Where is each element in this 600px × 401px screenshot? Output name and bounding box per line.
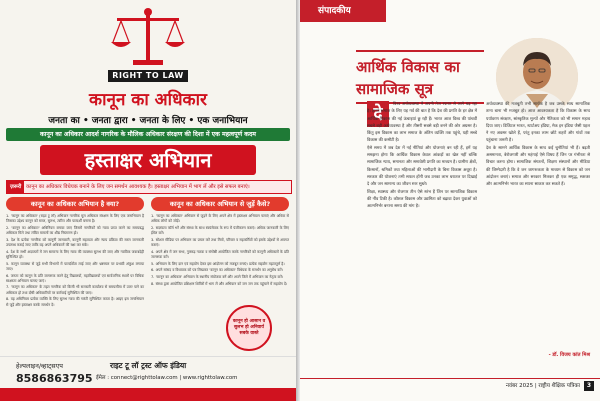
paragraph: शिक्षा, स्वास्थ्य और रोजगार तीन ऐसे स्तंभ हैं जिन पर सामाजिक विकास की नींव टिकी है। कौशल विकास और उद्यमिता को बढ़ावा देकर युवाओं को आत्मनिर्भर बनाना समय की मांग है।	[367, 188, 477, 209]
list-item: 3. सोशल मीडिया पर अभियान का प्रचार करें तथा मित्रों, परिवार व सहकर्मियों को इसके उद्देश्यों से अवगत कराएं।	[151, 237, 289, 248]
list-item: 8. यह अधिनियम प्रत्येक व्यक्ति के लिए सुलभ न्याय की गारंटी सुनिश्चित करता है। आइए इस जनाभियान से जुड़ें और हस्ताक्षर करके समर्थन दें।	[6, 297, 144, 307]
mission-banner: कानून का अधिकार आदर्श नागरिक के मौलिक अधिकार संरक्षण की दिशा में एक महत्वपूर्ण कदम	[6, 128, 290, 141]
how-to-join-text	[151, 214, 289, 287]
list-item: 5. कानून व्यवस्था से जुड़े सभी विभागों में पारदर्शिता लाई जाए और भ्रष्टाचार पर प्रभावी अंकुश लगाया जाए।	[6, 261, 144, 271]
editorial-page	[300, 0, 600, 401]
list-item: 1. 'कानून का अधिकार' (राइट टू लॉ) अभियान नागरिक मूल अधिकार संरक्षण के लिए एक जनाभियान है जिसका उद्देश्य कानून को सरल, सुलभ, त्वरित और पारदर्शी बनाना है।	[6, 214, 144, 224]
article-column-1	[367, 100, 477, 209]
what-is-campaign-heading: कानून का अधिकार अभियान है क्या?	[6, 197, 144, 211]
poster-page	[0, 0, 296, 401]
article-title-line-1: आर्थिक विकास का	[356, 58, 460, 76]
poster-tagline: जनता का • जनता द्वारा • जनता के लिए • एक जनाभियान	[48, 116, 248, 126]
list-item: 7. 'कानून का अधिकार' अभियान के स्थानीय संयोजक बनें और अपने जिले में अभियान का नेतृत्व करें।	[151, 275, 284, 280]
list-item: 3. देश के प्रत्येक नागरिक को कानूनी जानकारी, कानूनी सहायता और न्याय प्रक्रिया की सरल जानकारी उपलब्ध कराई जाए ताकि वह अपने अधिकारों की रक्षा कर सके।	[6, 237, 144, 248]
list-item: 4. अपने क्षेत्र में जन सभा, नुक्कड़ नाटक व संगोष्ठी आयोजित करके नागरिकों को कानूनी अधिकारों के प्रति जागरूक करें।	[151, 249, 289, 259]
section-label: संपादकीय	[300, 0, 386, 22]
signature-campaign-title: हस्ताक्षर अभियान	[40, 145, 256, 175]
list-item: 6. जनता को कानून के प्रति जागरूक करने हेतु विद्यालयों, महाविद्यालयों एवं सार्वजनिक स्थलों पर विधिक साक्षरता अभियान चलाए जाएं।	[6, 273, 144, 283]
how-to-join-column	[151, 197, 289, 288]
divider	[0, 356, 296, 357]
helpline-number: 8586863795	[16, 372, 93, 385]
slogan-seal: कानून हो आसान व सुलभ हो अनिवार्य सबके वास्ते	[226, 305, 272, 351]
how-to-join-heading: कानून का अधिकार अभियान से जुड़ें कैसे?	[151, 197, 289, 211]
scales-icon	[103, 6, 193, 70]
article-column-2	[486, 100, 590, 188]
notice-tag: ज़रूरी	[7, 181, 24, 193]
list-item: 2. 'कानून का अधिकार' अधिनियम बनाया जाए जिसमें नागरिकों को न्याय प्राप्त करने का समयबद्ध अधिकार मिले तथा लंबित मामलों का शीघ्र निस्तारण हो।	[6, 225, 144, 236]
drop-cap: दे	[367, 101, 389, 127]
list-item: 1. 'कानून का अधिकार' अभियान से जुड़ने के लिए अपने क्षेत्र में हस्ताक्षर अभियान चलाएं और अधिक से अधिक लोगों को जोड़ें।	[151, 214, 289, 224]
list-item: 2. सदस्यता फॉर्म भरें और संस्था के साथ स्वयंसेवक के रूप में पंजीकरण कराएं। अधिक जानकारी के लिए ईमेल करें।	[151, 225, 289, 236]
paragraph: विश्व अर्थव्यवस्था में अपनी तेज रफ्तार से आगे बढ़ रहा है। हमारे समाज के लिए यह गर्व की बात है कि देश की प्रगति के हर क्षेत्र में आर्थिक विकास की नई ऊंचाइयां छू रही हैं। भारत आज विश्व की पांचवीं सबसे बड़ी अर्थव्यवस्था है और तीसरी सबसे बड़ी बनने की ओर अग्रसर है। किंतु इस विकास का लाभ समाज के अंतिम व्यक्ति तक पहुंचे, यही सच्चे विकास की कसौटी है।	[367, 101, 477, 143]
helpline-label: हेल्पलाइन/व्हाट्सएप	[16, 362, 63, 370]
list-item: 7. 'कानून का अधिकार' के तहत नागरिक को किसी भी सरकारी कार्यालय से समयसीमा में उत्तर पाने का अधिकार हो तथा दोषी अधिकारियों पर कार्रवाई सुनिश्चित की जाए।	[6, 285, 144, 295]
logo-wordmark: RIGHT TO LAW	[108, 70, 188, 82]
page-number: 3	[584, 381, 594, 391]
footer-rule	[300, 378, 600, 379]
notice-strip	[6, 180, 292, 194]
author-byline: - डॉ. विजय कांत मिश्र	[548, 352, 590, 358]
list-item: 4. देश के सभी अदालतों में जन सामान्य के लिए न्याय की व्यवस्था सुलभ की जाए और न्यायिक जवाबदेही सुनिश्चित हो।	[6, 249, 144, 259]
paragraph: देश के सामने आर्थिक विकास के साथ कई चुनौतियां भी हैं। बढ़ती असमानता, बेरोजगारी और महंगाई ऐसे विषय हैं जिन पर गंभीरता से विचार करना होगा। सामाजिक संगठनों, शिक्षण संस्थानों और मीडिया की जिम्मेदारी है कि वे जन जागरूकता के माध्यम से विकास को जन आंदोलन बनाएं। समाज और सरकार मिलकर ही एक समृद्ध, सशक्त और आत्मनिर्भर भारत का सपना साकार कर सकते हैं।	[486, 144, 590, 187]
what-is-campaign-text	[6, 214, 144, 308]
organization-name: राइट टू लॉ ट्रस्ट ऑफ इंडिया	[110, 361, 187, 370]
paragraph: ऐसे समय में जब देश में नई नीतियां और योजनाएं बन रही हैं, हमें यह समझना होगा कि आर्थिक विकास केवल आंकड़ों का खेल नहीं बल्कि सामाजिक न्याय, समानता और समावेशी प्रगति का माध्यम है। ग्रामीण क्षेत्रों, किसानों, श्रमिकों तथा महिलाओं की भागीदारी के बिना विकास अधूरा है। सरकार की योजनाएं तभी सफल होंगी जब उनका लाभ धरातल पर दिखाई दे और जन सामान्य का जीवन स्तर सुधरे।	[367, 144, 477, 187]
list-item: 6. अपने सांसद व विधायक को पत्र लिखकर 'कानून का अधिकार' विधेयक के समर्थन का अनुरोध करें।	[151, 268, 283, 273]
poster-footer-bar	[0, 388, 296, 401]
issue-info: नवंबर 2025 | राष्ट्रीय शैक्षिक पत्रिका	[505, 383, 580, 389]
poster-title: कानून का अधिकार	[89, 90, 207, 110]
what-is-campaign-column	[6, 197, 144, 309]
notice-text: कानून का अधिकार विधेयक बनाने के लिए जन समर्थन आवश्यक है। हस्ताक्षर अभियान में भाग लें और इसे सफल बनाएं।	[26, 184, 250, 190]
organization-contact: ईमेल : connect@righttolaw.com | www.righttolaw.com	[96, 375, 238, 381]
article-title-line-2: सामाजिक सूत्र	[356, 80, 434, 98]
article-title	[356, 50, 484, 104]
list-item: 5. अभियान के लिए दान एवं सहयोग देकर इस आंदोलन को मजबूत बनाएं। प्रत्येक सहयोग महत्वपूर्ण है।	[151, 261, 285, 266]
list-item: 8. संस्था द्वारा आयोजित प्रशिक्षण शिविरों में भाग लें और अभियान को जन जन तक पहुंचाने में सहयोग दें।	[151, 281, 288, 286]
paragraph: अर्थव्यवस्था की मजबूती तभी सार्थक है जब उसके साथ सामाजिक ताना बाना भी मजबूत हो। आज आवश्यकता है कि विकास के साथ पर्यावरण संरक्षण, सांस्कृतिक मूल्यों और नैतिकता को भी समान महत्व दिया जाए। डिजिटल भारत, स्टार्टअप इंडिया, मेक इन इंडिया जैसी पहल ने नए अवसर खोले हैं, परंतु इनका लाभ छोटे शहरों और गांवों तक पहुंचाना जरूरी है।	[486, 101, 590, 143]
